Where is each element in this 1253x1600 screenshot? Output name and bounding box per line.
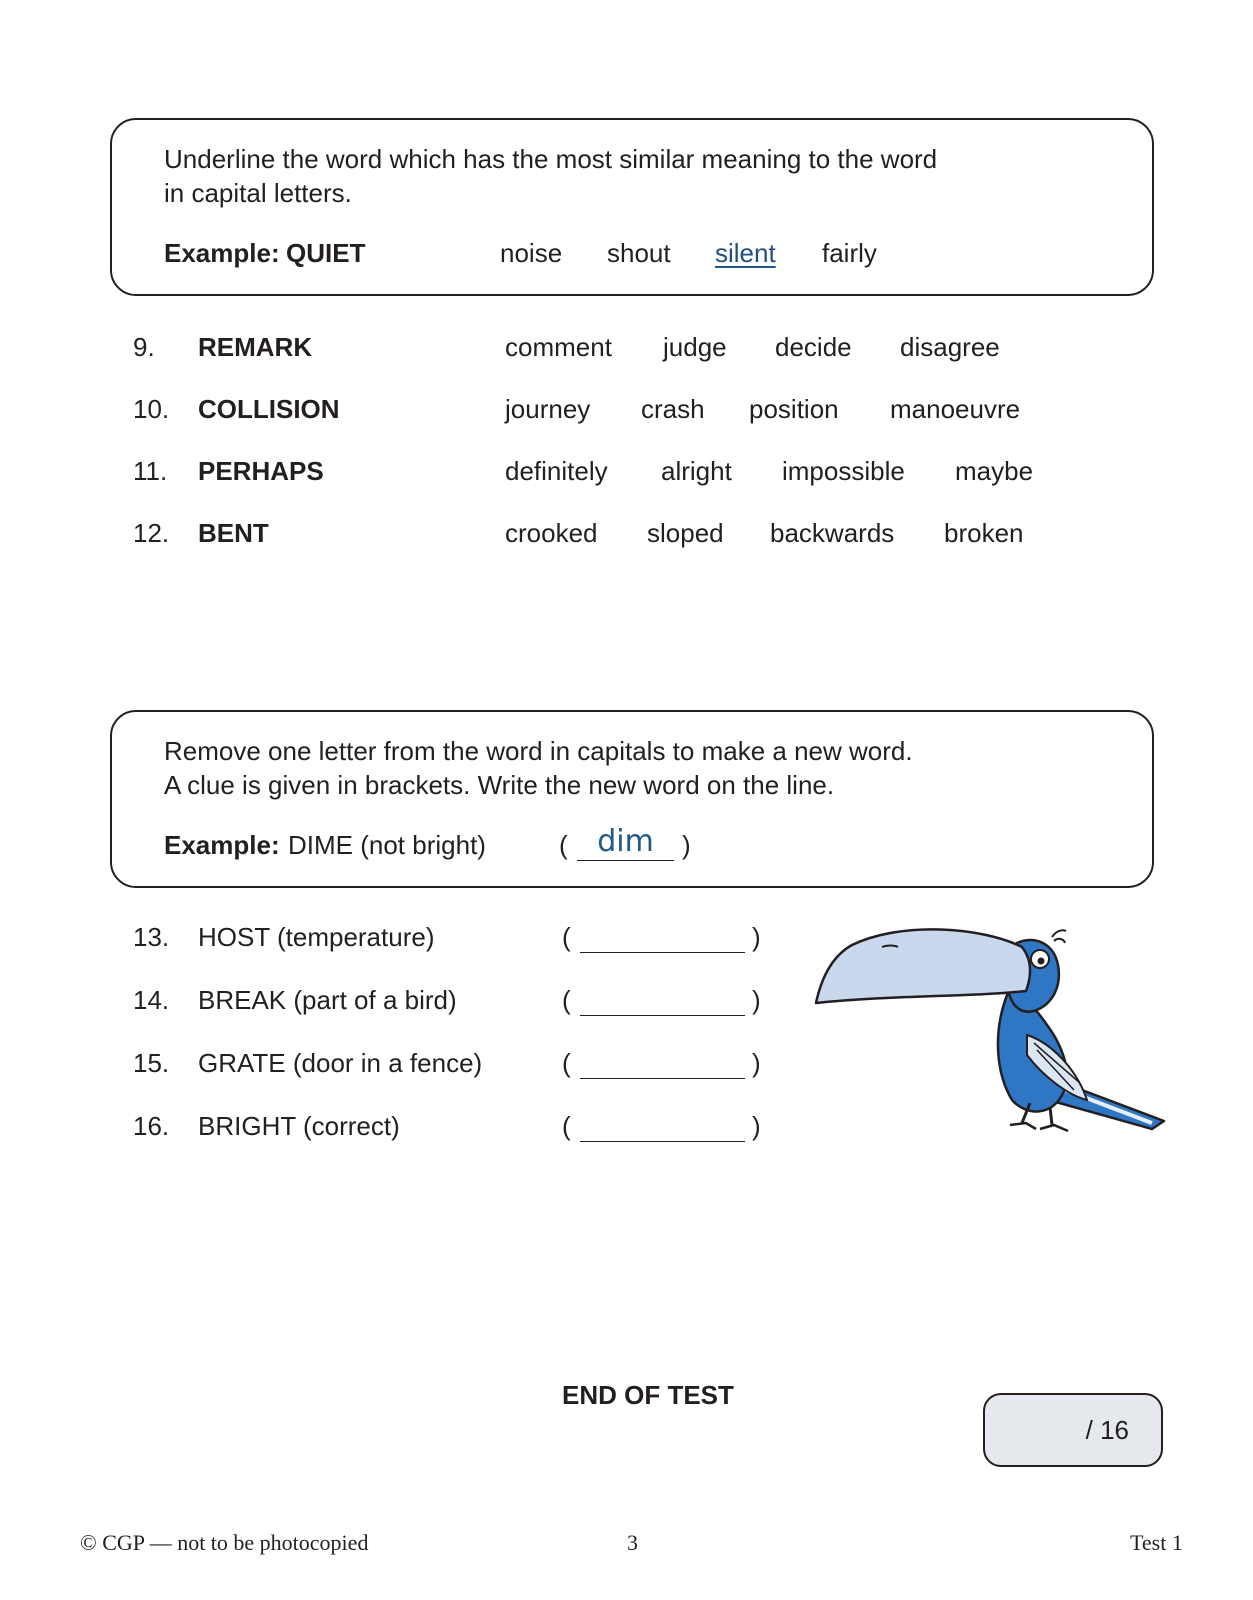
close-bracket: )	[752, 985, 761, 1015]
question-number: 15.	[133, 1048, 170, 1078]
open-bracket: (	[562, 1111, 571, 1141]
footer-test-label: Test 1	[1130, 1530, 1183, 1555]
answer-option[interactable]: broken	[944, 518, 1024, 548]
footer-copyright: © CGP — not to be photocopied	[80, 1530, 369, 1555]
question-number: 12.	[133, 518, 170, 548]
question-prompt: BRIGHT (correct)	[198, 1111, 400, 1141]
question-number: 13.	[133, 922, 170, 952]
instruction-line-2: in capital letters.	[164, 178, 352, 208]
open-bracket: (	[559, 830, 568, 860]
answer-option[interactable]: position	[749, 394, 839, 424]
example-label: Example:	[164, 238, 280, 268]
question-number: 10.	[133, 394, 170, 424]
example-answer: dim	[597, 824, 654, 859]
example-option-underlined: silent	[715, 238, 776, 268]
instruction-line-1: Underline the word which has the most similar meaning to the word	[164, 144, 938, 174]
question-number: 9.	[133, 332, 155, 362]
close-bracket: )	[752, 1111, 761, 1141]
question-word: PERHAPS	[198, 456, 324, 486]
answer-option[interactable]: maybe	[955, 456, 1034, 486]
instruction-box-synonyms	[110, 118, 1154, 296]
answer-line[interactable]	[580, 922, 745, 953]
answer-option[interactable]: disagree	[900, 332, 1000, 362]
end-of-test-label: END OF TEST	[562, 1380, 734, 1410]
answer-line[interactable]	[580, 1111, 745, 1142]
answer-option[interactable]: definitely	[505, 456, 608, 486]
answer-option[interactable]: impossible	[782, 456, 905, 486]
question-word: COLLISION	[198, 394, 340, 424]
example-option: shout	[607, 238, 671, 268]
question-number: 14.	[133, 985, 170, 1015]
close-bracket: )	[752, 922, 761, 952]
instruction-line-2: A clue is given in brackets. Write the new word on the line.	[164, 770, 835, 800]
instruction-line-1: Remove one letter from the word in capitals to make a new word.	[164, 736, 913, 766]
answer-option[interactable]: manoeuvre	[890, 394, 1021, 424]
example-prompt: DIME (not bright)	[288, 830, 486, 860]
question-word: BENT	[198, 518, 269, 548]
page-number: 3	[627, 1530, 638, 1555]
example-option: noise	[500, 238, 563, 268]
question-prompt: BREAK (part of a bird)	[198, 985, 457, 1015]
answer-option[interactable]: crash	[641, 394, 705, 424]
score-total: / 16	[1085, 1415, 1129, 1445]
answer-option[interactable]: judge	[663, 332, 727, 362]
answer-option[interactable]: comment	[505, 332, 612, 362]
answer-option[interactable]: journey	[505, 394, 591, 424]
question-word: REMARK	[198, 332, 313, 362]
example-answer-line	[577, 824, 674, 861]
instruction-text-synonyms	[164, 142, 937, 210]
score-box	[983, 1393, 1163, 1467]
answer-option[interactable]: sloped	[647, 518, 724, 548]
answer-option[interactable]: decide	[775, 332, 852, 362]
question-number: 16.	[133, 1111, 170, 1141]
instruction-box-remove-letter	[110, 710, 1154, 888]
answer-option[interactable]: backwards	[770, 518, 895, 548]
instruction-text-remove-letter	[164, 734, 913, 802]
close-bracket: )	[682, 830, 691, 860]
open-bracket: (	[562, 922, 571, 952]
answer-option[interactable]: crooked	[505, 518, 598, 548]
example-label: Example:	[164, 830, 280, 860]
question-prompt: GRATE (door in a fence)	[198, 1048, 483, 1078]
answer-option[interactable]: alright	[661, 456, 732, 486]
example-word: QUIET	[286, 238, 366, 268]
question-number: 11.	[133, 456, 168, 486]
toucan-bird-icon	[812, 925, 1172, 1145]
answer-line[interactable]	[580, 1048, 745, 1079]
close-bracket: )	[752, 1048, 761, 1078]
open-bracket: (	[562, 1048, 571, 1078]
open-bracket: (	[562, 985, 571, 1015]
answer-line[interactable]	[580, 985, 745, 1016]
question-prompt: HOST (temperature)	[198, 922, 435, 952]
example-option: fairly	[822, 238, 877, 268]
